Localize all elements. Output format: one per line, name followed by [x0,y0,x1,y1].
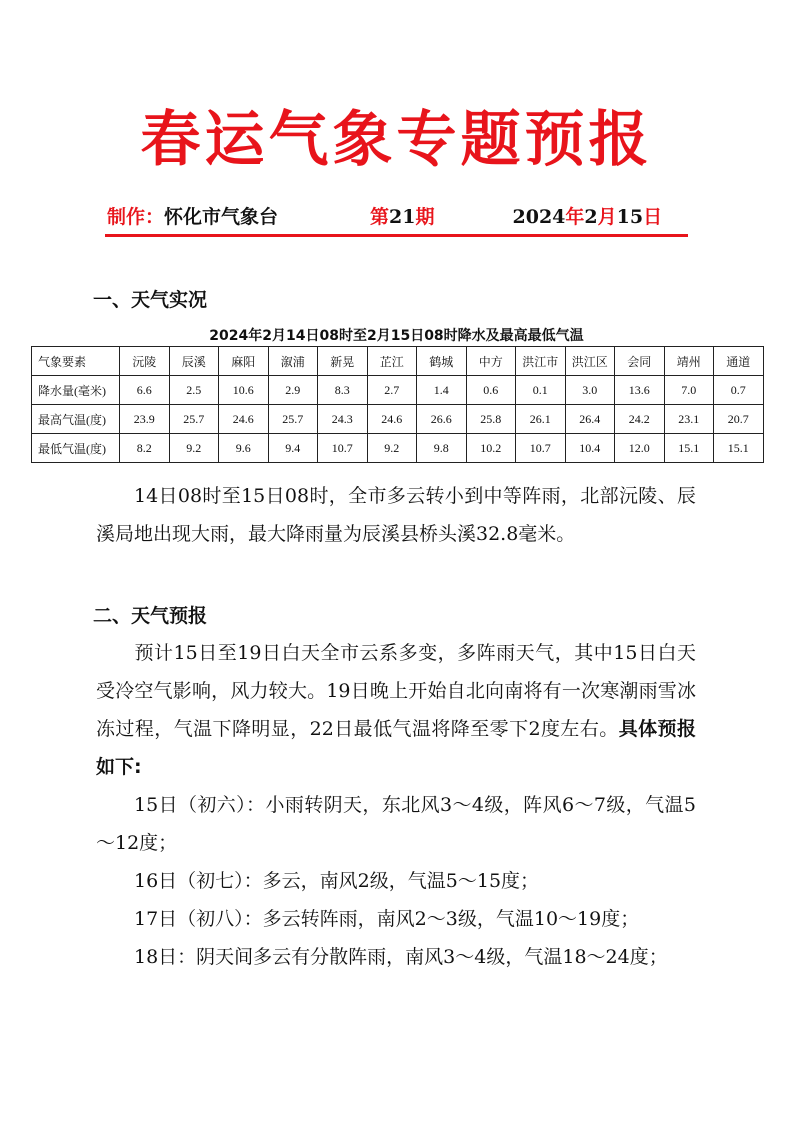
header-cell: 洪江区 [565,347,615,376]
issue-prefix: 第 [370,206,390,228]
header-cell: 靖州 [664,347,714,376]
value-cell: 9.4 [268,434,318,463]
header-cell: 新晃 [318,347,368,376]
value-cell: 25.7 [169,405,219,434]
forecast-day-18 [96,938,696,976]
header-cell: 鹤城 [417,347,467,376]
value-cell: 9.6 [219,434,269,463]
value-cell: 25.8 [466,405,516,434]
row-label-cell: 气象要素 [32,347,120,376]
header-cell: 沅陵 [120,347,170,376]
value-cell: 26.4 [565,405,615,434]
value-cell: 20.7 [714,405,764,434]
header-cell: 会同 [615,347,665,376]
date-month: 2 [584,206,598,228]
header-cell: 洪江市 [516,347,566,376]
value-cell: 15.1 [664,434,714,463]
date-day-unit: 日 [643,206,663,228]
table-caption: 2024年2月14日08时至2月15日08时降水及最高最低气温 [209,328,584,344]
value-cell: 24.6 [367,405,417,434]
value-cell: 0.1 [516,376,566,405]
value-cell: 10.6 [219,376,269,405]
value-cell: 10.2 [466,434,516,463]
value-cell: 12.0 [615,434,665,463]
value-cell: 26.6 [417,405,467,434]
value-cell: 26.1 [516,405,566,434]
value-cell: 9.8 [417,434,467,463]
value-cell: 6.6 [120,376,170,405]
value-cell: 15.1 [714,434,764,463]
value-cell: 10.4 [565,434,615,463]
forecast-day-15 [96,786,696,862]
value-cell: 0.7 [714,376,764,405]
page-title: 春运气象专题预报 [140,105,653,175]
value-cell: 9.2 [169,434,219,463]
value-cell: 3.0 [565,376,615,405]
summary-text: 14日08时至15日08时，全市多云转小到中等阵雨，北部沅陵、辰溪局地出现大雨，最大降雨量为辰溪县桥头溪32.8毫米。 [96,485,696,545]
forecast-intro-bold: 具体预报如下: [96,718,696,778]
table-row [32,376,764,405]
row-label-cell: 降水量(毫米) [32,376,120,405]
forecast-text: 18日：阴天间多云有分散阵雨，南风3～4级，气温18～24度； [134,946,668,968]
value-cell: 24.2 [615,405,665,434]
observation-summary [96,477,696,553]
producer-name: 怀化市气象台 [164,206,279,228]
header-rule [105,234,688,237]
value-cell: 7.0 [664,376,714,405]
value-cell: 24.3 [318,405,368,434]
row-label-cell: 最低气温(度) [32,434,120,463]
value-cell: 24.6 [219,405,269,434]
header-cell: 芷江 [367,347,417,376]
value-cell: 2.5 [169,376,219,405]
date-year: 2024 [512,206,566,228]
value-cell: 8.3 [318,376,368,405]
issue-suffix: 期 [415,206,435,228]
value-cell: 23.9 [120,405,170,434]
date-day: 15 [616,206,644,228]
value-cell: 10.7 [516,434,566,463]
header-cell: 麻阳 [219,347,269,376]
issue-number: 21 [389,206,416,228]
date-month-unit: 月 [597,206,617,228]
forecast-text: 15日（初六）：小雨转阴天，东北风3～4级，阵风6～7级，气温5～12度； [96,794,696,854]
value-cell: 8.2 [120,434,170,463]
date-year-unit: 年 [565,206,585,228]
header-cell: 通道 [714,347,764,376]
forecast-intro [96,634,696,786]
section-heading-observations: 一、天气实况 [93,289,208,311]
header-cell: 中方 [466,347,516,376]
table-header-row [32,347,764,376]
section-heading-forecast: 二、天气预报 [93,605,208,627]
issue-meta [107,204,662,230]
value-cell: 9.2 [367,434,417,463]
forecast-day-16 [96,862,696,900]
forecast-day-17 [96,900,696,938]
table-row [32,405,764,434]
table-row [32,434,764,463]
observation-table [31,346,764,463]
header-cell: 辰溪 [169,347,219,376]
value-cell: 13.6 [615,376,665,405]
value-cell: 25.7 [268,405,318,434]
forecast-intro-text: 预计15日至19日白天全市云系多变，多阵雨天气，其中15日白天受冷空气影响，风力较大。19日晚上开始自北向南将有一次寒潮雨雪冰冻过程，气温下降明显，22日最低气温将降至零下2度左右。 [96,642,696,740]
producer-label: 制作： [107,206,165,228]
forecast-text: 16日（初七）：多云，南风2级，气温5～15度； [134,870,540,892]
value-cell: 0.6 [466,376,516,405]
value-cell: 1.4 [417,376,467,405]
value-cell: 23.1 [664,405,714,434]
row-label-cell: 最高气温(度) [32,405,120,434]
forecast-text: 17日（初八）：多云转阵雨，南风2～3级，气温10～19度； [134,908,640,930]
header-cell: 溆浦 [268,347,318,376]
value-cell: 10.7 [318,434,368,463]
value-cell: 2.7 [367,376,417,405]
value-cell: 2.9 [268,376,318,405]
